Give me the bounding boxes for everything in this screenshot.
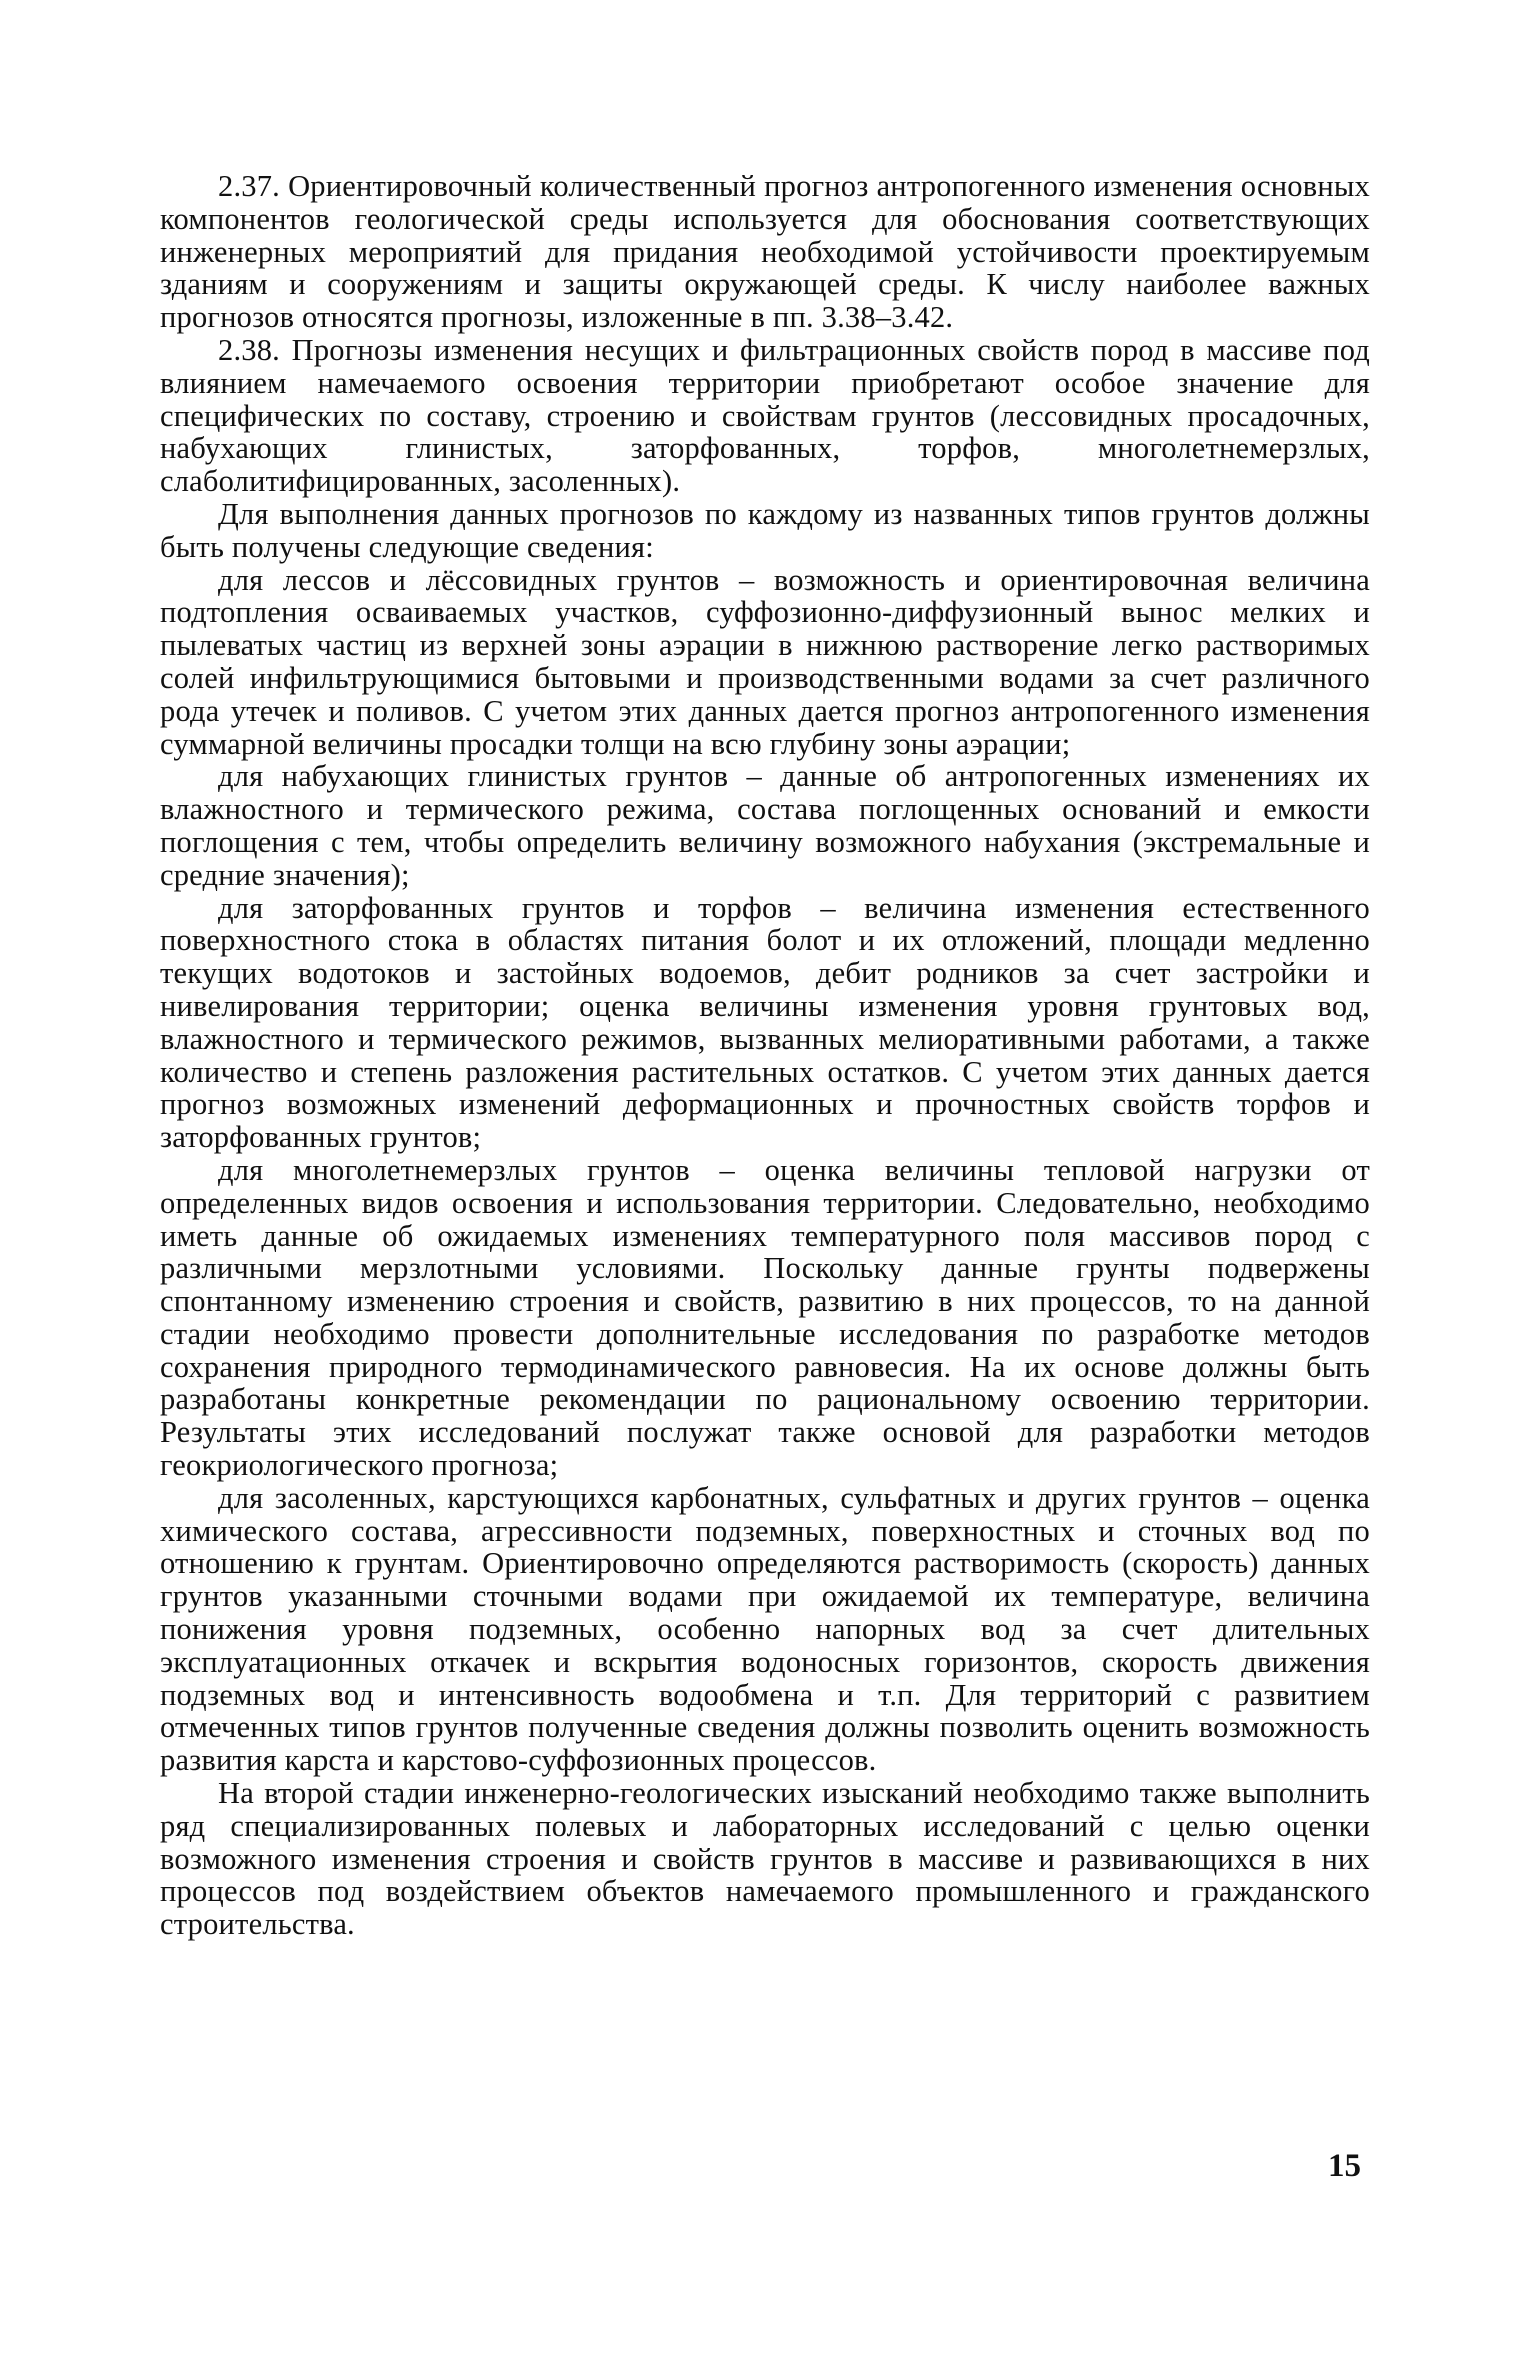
page-text-block bbox=[160, 170, 1370, 1941]
page-number: 15 bbox=[1328, 2148, 1361, 2184]
paragraph-second-stage: На второй стадии инженерно-геологических изысканий необходимо также выполнить ряд специализированных полевых и лабораторных исследований с целью оценки возможного изменения строения и свойств грунтов в массиве и развивающихся в них процессов под воздействием объектов намечаемого промышленного и гражданского строительства. bbox=[160, 1776, 1370, 1942]
paragraph-loess: для лессов и лёссовидных грунтов – возможность и ориентировочная величина подтопления осваиваемых участков, суффозионно-диффузионный вынос мелких и пылеватых частиц из верхней зоны аэрации в нижнюю растворение легко растворимых солей инфильтрующимися бытовыми и производственными водами за счет различного рода утечек и поливов. С учетом этих данных дается прогноз антропогенного изменения суммарной величины просадки толщи на всю глубину зоны аэрации; bbox=[160, 562, 1370, 761]
paragraph-2-37: 2.37. Ориентировочный количественный прогноз антропогенного изменения основных компонентов геологической среды используется для обоснования соответствующих инженерных мероприятий для придания необходимой устойчивости проектируемым зданиям и сооружениям и защиты окружающей среды. К числу наиболее важных прогнозов относятся прогнозы, изложенные в пп. 3.38–3.42. bbox=[160, 169, 1370, 335]
paragraph-peat: для заторфованных грунтов и торфов – величина изменения естественного поверхностного стока в областях питания болот и их отложений, площади медленно текущих водотоков и застойных водоемов, дебит родников за счет застройки и нивелирования территории; оценка величины изменения уровня грунтовых вод, влажностного и термического режимов, вызванных мелиоративными работами, а также количество и степень разложения растительных остатков. С учетом этих данных дается прогноз возможных изменений деформационных и прочностных свойств торфов и заторфованных грунтов; bbox=[160, 890, 1370, 1155]
paragraph-saline-karst: для засоленных, карстующихся карбонатных, сульфатных и других грунтов – оценка химического состава, агрессивности подземных, поверхностных и сточных вод по отношению к грунтам. Ориентировочно определяются растворимость (скорость) данных грунтов указанными сточными водами при ожидаемой их температуре, величина понижения уровня подземных, особенно напорных вод за счет длительных эксплуатационных откачек и вскрытия водоносных горизонтов, скорость движения подземных вод и интенсивность водообмена и т.п. Для территорий с развитием отмеченных типов грунтов полученные сведения должны позволить оценить возможность развития карста и карстово-суффозионных процессов. bbox=[160, 1480, 1370, 1778]
paragraph-2-38: 2.38. Прогнозы изменения несущих и фильтрационных свойств пород в массиве под влиянием намечаемого освоения территории приобретают особое значение для специфических по составу, строению и свойствам грунтов (лессовидных просадочных, набухающих глинистых, заторфованных, торфов, многолетнемерзлых, слаболитифицированных, засоленных). bbox=[160, 332, 1370, 499]
paragraph-swelling-clay: для набухающих глинистых грунтов – данные об антропогенных изменениях их влажностного и термического режима, состава поглощенных оснований и емкости поглощения с тем, чтобы определить величину возможного набухания (экстремальные и средние значения); bbox=[160, 759, 1370, 892]
paragraph-permafrost: для многолетнемерзлых грунтов – оценка величины тепловой нагрузки от определенных видов освоения и использования территории. Следовательно, необходимо иметь данные об ожидаемых изменениях температурного поля массивов пород с различными мерзлотными условиями. Поскольку данные грунты подвержены спонтанному изменению строения и свойств, развитию в них процессов, то на данной стадии необходимо провести дополнительные исследования по разработке методов сохранения природного термодинамического равновесия. На их основе должны быть разработаны конкретные рекомендации по рациональному освоению территории. Результаты этих исследований послужат также основой для разработки методов геокриологического прогноза; bbox=[160, 1152, 1370, 1483]
paragraph-intro-list: Для выполнения данных прогнозов по каждому из названных типов грунтов должны быть получены следующие сведения: bbox=[160, 496, 1370, 564]
